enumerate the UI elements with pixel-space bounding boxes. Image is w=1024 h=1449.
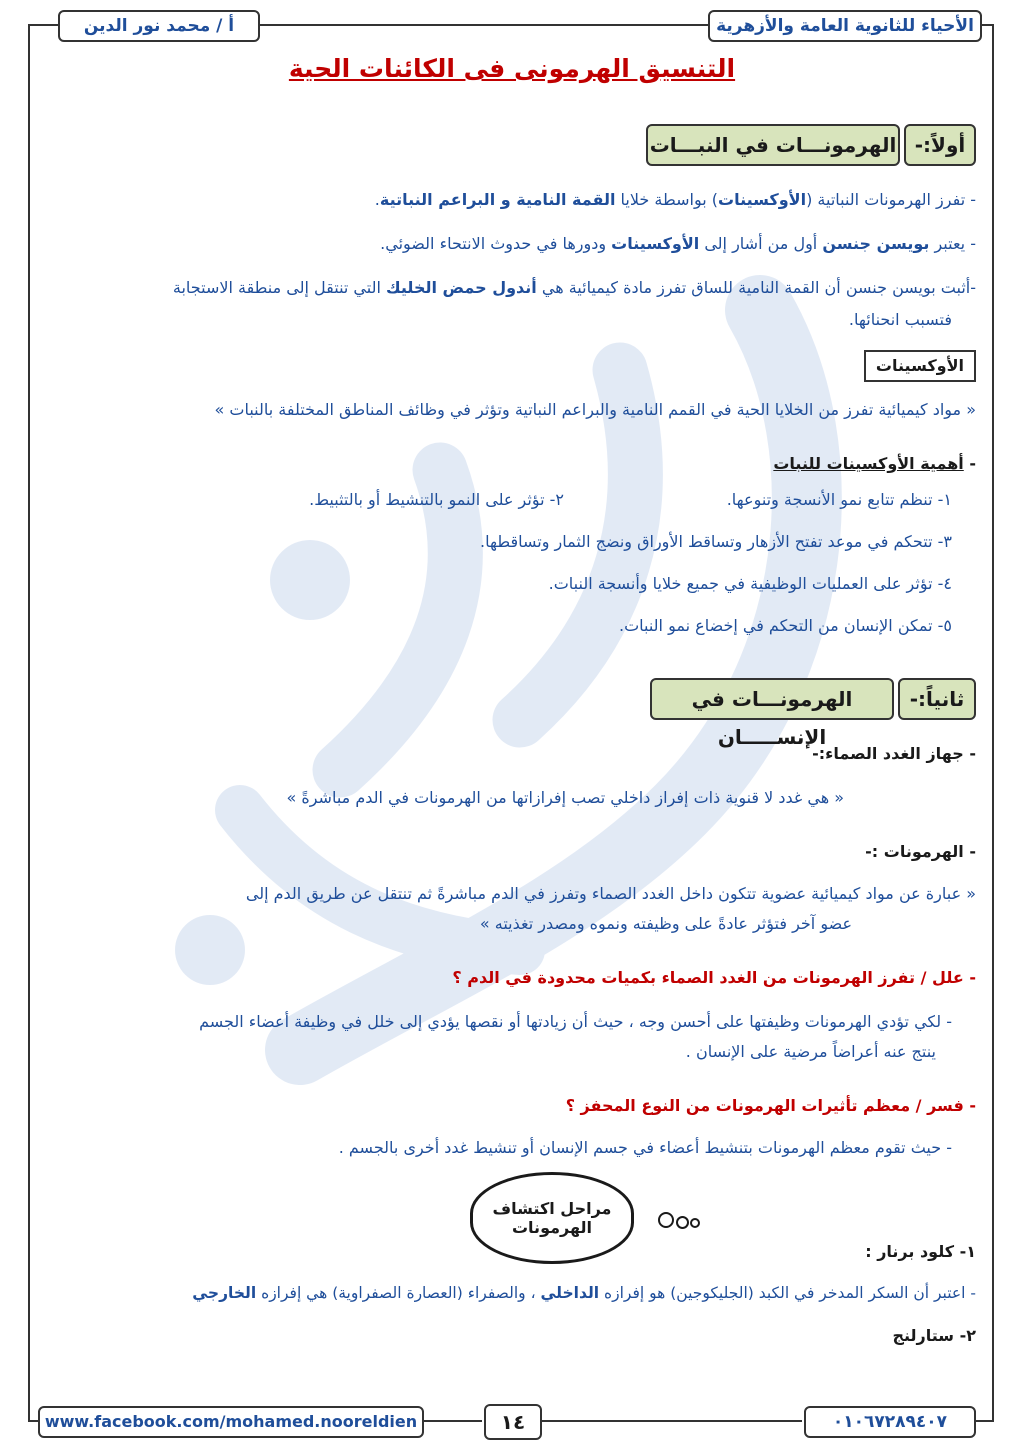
text-span-bold: أندول حمض الخليك [386, 278, 537, 297]
frame-left-line [28, 24, 30, 1420]
claude-heading: ١- كلود برنار : [865, 1242, 976, 1261]
text-span: أول من أشار إلى [699, 234, 823, 253]
text-span: ) بواسطة خلايا [615, 190, 718, 209]
footer-phone-box [804, 1406, 976, 1438]
section2-heading: الهرمونـــات في الإنســـــان [691, 687, 853, 749]
plant-line-3 [173, 278, 976, 297]
text-span: ودورها في حدوث الانتحاء الضوئي. [380, 234, 612, 253]
text-span-bold: القمة النامية [516, 190, 616, 209]
text-span-bold: الأوكسينات [611, 234, 700, 253]
importance-prefix: - [963, 454, 976, 473]
hormones-definition-2: عضو آخر فتؤثر عادةً على وظيفته ونموه ومصدر تغذيته » [479, 914, 852, 933]
header-author: أ / محمد نور الدين [83, 16, 235, 36]
plant-line-4: فتسبب انحنائها. [848, 310, 952, 329]
header-author-box [58, 10, 260, 42]
plant-line-1 [375, 190, 976, 209]
auxins-label: الأوكسينات [875, 356, 964, 375]
frame-bottom-line-mid1 [422, 1420, 482, 1422]
text-span: ، والصفراء (العصارة الصفراوية) هي إفرازه [256, 1284, 541, 1302]
auxins-label-box [864, 350, 976, 382]
text-span: و [495, 190, 517, 209]
header-subject: الأحياء للثانوية العامة والأزهرية [716, 16, 974, 36]
cloud-line-2: الهرمونات [511, 1218, 593, 1237]
question-2: - فسر / معظم تأثيرات الهرمونات من النوع المحفز ؟ [565, 1096, 976, 1115]
frame-top-line-left [28, 24, 58, 26]
page-title: التنسيق الهرمونى فى الكائنات الحية [288, 54, 736, 83]
text-span: . [374, 190, 380, 209]
cloud-dot-medium [676, 1216, 689, 1229]
frame-right-line [992, 24, 994, 1420]
importance-item-2: ٢- تؤثر على النمو بالتنشيط أو بالتثبيط. [309, 490, 564, 509]
text-span: - اعتبر أن السكر المدخر في الكبد (الجليكوجين) هو إفرازه [599, 1284, 976, 1302]
auxins-definition: « مواد كيميائية تفرز من الخلايا الحية في القمم النامية والبراعم النباتية وتؤثر في وظائف المناطق المختلفة بالنبات » [214, 400, 976, 419]
section1-prefix: أولاً:- [914, 133, 966, 157]
section1-prefix-box [904, 124, 976, 166]
frame-bottom-line-right [975, 1420, 994, 1422]
frame-top-line-mid [258, 24, 708, 26]
hormones-heading: - الهرمونات :- [865, 842, 976, 861]
text-span-bold: بويسن جنسن [822, 234, 930, 253]
frame-bottom-line-mid2 [540, 1420, 802, 1422]
text-span: التي تنتقل إلى منطقة الاستجابة [172, 278, 386, 297]
text-span-bold: الداخلي [540, 1284, 600, 1302]
answer-2: - حيث تقوم معظم الهرمونات بتنشيط أعضاء في جسم الإنسان أو تنشيط غدد أخرى بالجسم . [338, 1138, 952, 1157]
section2-prefix-box [898, 678, 976, 720]
section2-prefix: ثانياً:- [909, 687, 965, 711]
importance-item-1: ١- تنظم تتابع نمو الأنسجة وتنوعها. [726, 490, 952, 509]
plant-line-2 [380, 234, 976, 253]
text-span-bold: الخارجي [192, 1284, 257, 1302]
importance-item-3: ٣- تتحكم في موعد تفتح الأزهار وتساقط الأوراق ونضج الثمار وتساقطها. [480, 532, 952, 551]
starling-heading: ٢- ستارلنج [892, 1326, 976, 1345]
claude-line [192, 1284, 976, 1302]
frame-bottom-line-left [28, 1420, 38, 1422]
footer-facebook-link[interactable]: www.facebook.com/mohamed.nooreldien [44, 1412, 418, 1431]
text-span: - يعتبر [929, 234, 976, 253]
section2-heading-box [650, 678, 894, 749]
hormones-definition-1: « عبارة عن مواد كيميائية عضوية تتكون داخل الغدد الصماء وتفرز في الدم مباشرةً ثم تنتقل عن طريق الدم إلى [245, 884, 976, 903]
header-subject-box [708, 10, 982, 42]
page-number: ١٤ [500, 1410, 526, 1434]
text-span-bold: البراعم النباتية [379, 190, 496, 209]
importance-item-5: ٥- تمكن الإنسان من التحكم في إخضاع نمو النبات. [619, 616, 952, 635]
gland-heading: - جهاز الغدد الصماء:- [812, 744, 976, 763]
cloud-line-1: مراحل اكتشاف [492, 1199, 612, 1218]
question-1: - علل / تفرز الهرمونات من الغدد الصماء بكميات محدودة في الدم ؟ [452, 968, 976, 987]
section1-heading: الهرمونـــات في النبـــات [649, 133, 897, 157]
text-span-bold: الأوكسينات [718, 190, 807, 209]
text-span: - تفرز الهرمونات النباتية ( [806, 190, 976, 209]
answer-1-line-2: ينتج عنه أعراضاً مرضية على الإنسان . [685, 1042, 936, 1061]
text-span: -أثبت بويسن جنسن أن القمة النامية للساق تفرز مادة كيميائية هي [536, 278, 976, 297]
importance-item-4: ٤- تؤثر على العمليات الوظيفية في جميع خلايا وأنسجة النبات. [548, 574, 952, 593]
footer-facebook-box [38, 1406, 424, 1438]
answer-1-line-1: - لكي تؤدي الهرمونات وظيفتها على أحسن وجه ، حيث أن زيادتها أو نقصها يؤدي إلى خلل في وظيفة أعضاء الجسم [199, 1012, 952, 1031]
footer-phone: ٠١٠٦٧٢٨٩٤٠٧ [832, 1412, 948, 1432]
importance-heading-line [773, 454, 976, 473]
section1-heading-box [646, 124, 900, 166]
footer-page-number-box [484, 1404, 542, 1440]
importance-heading: أهمية الأوكسينات للنبات [773, 454, 964, 473]
cloud-dot-small [690, 1218, 700, 1228]
cloud-dot-large [658, 1212, 674, 1228]
gland-definition: « هي غدد لا قنوية ذات إفراز داخلي تصب إفرازاتها من الهرمونات في الدم مباشرةً » [286, 788, 844, 807]
discovery-stages-cloud [470, 1172, 634, 1264]
